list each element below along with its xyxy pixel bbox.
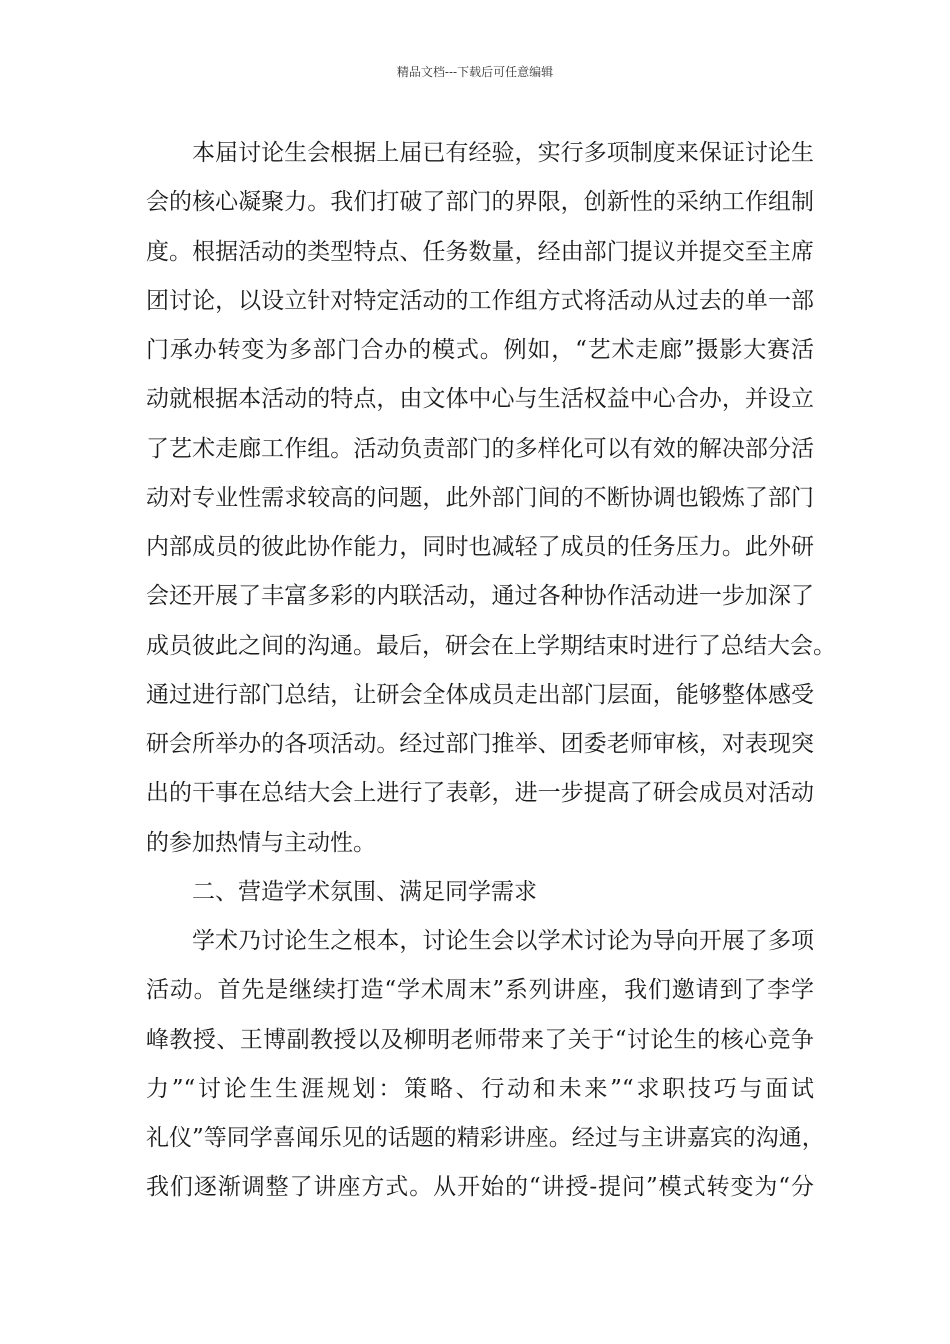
paragraph-line: 本届讨论生会根据上届已有经验，实行多项制度来保证讨论生 <box>192 140 814 166</box>
paragraph-line: 团讨论，以设立针对特定活动的工作组方式将活动从过去的单一部 <box>146 287 814 314</box>
paragraph-line: 门承办转变为多部门合办的模式。例如，“艺术走廊”摄影大赛活 <box>146 337 814 363</box>
paragraph-line: 了艺术走廊工作组。活动负责部门的多样化可以有效的解决部分活 <box>146 435 814 462</box>
paragraph-line: 峰教授、王博副教授以及柳明老师带来了关于“讨论生的核心竞争 <box>146 1026 814 1053</box>
page-header: 精品文档---下载后可任意编辑 <box>396 65 554 79</box>
paragraph-line: 出的干事在总结大会上进行了表彰，进一步提高了研会成员对活动 <box>146 780 814 807</box>
paragraph-line: 礼仪”等同学喜闻乐见的话题的精彩讲座。经过与主讲嘉宾的沟通， <box>146 1125 825 1151</box>
paragraph-line: 力”“讨论生生涯规划：策略、行动和未来”“求职技巧与面试 <box>146 1075 814 1102</box>
paragraph-line: 的参加热情与主动性。 <box>146 829 376 856</box>
paragraph-line: 研会所举办的各项活动。经过部门推举、团委老师审核，对表现突 <box>146 731 814 757</box>
paragraph-line: 度。根据活动的类型特点、任务数量，经由部门提议并提交至主席 <box>146 238 814 265</box>
paragraph-line: 我们逐渐调整了讲座方式。从开始的“讲授-提问”模式转变为“分 <box>146 1174 814 1201</box>
paragraph-line: 通过进行部门总结，让研会全体成员走出部门层面，能够整体感受 <box>146 681 814 708</box>
paragraph-line: 动就根据本活动的特点，由文体中心与生活权益中心合办，并设立 <box>146 386 814 413</box>
paragraph-line: 动对专业性需求较高的问题，此外部门间的不断协调也锻炼了部门 <box>146 484 814 511</box>
paragraph-line: 活动。首先是继续打造“学术周末”系列讲座，我们邀请到了李学 <box>146 977 814 1004</box>
paragraph-line: 内部成员的彼此协作能力，同时也减轻了成员的任务压力。此外研 <box>146 534 814 560</box>
paragraph-line: 会的核心凝聚力。我们打破了部门的界限，创新性的采纳工作组制 <box>146 189 814 216</box>
paragraph-line: 学术乃讨论生之根本，讨论生会以学术讨论为导向开展了多项 <box>192 928 814 954</box>
paragraph-line: 会还开展了丰富多彩的内联活动，通过各种协作活动进一步加深了 <box>146 583 814 610</box>
paragraph-line: 成员彼此之间的沟通。最后，研会在上学期结束时进行了总结大会。 <box>146 632 836 659</box>
section-heading: 二、营造学术氛围、满足同学需求 <box>192 878 537 905</box>
document-body <box>146 129 836 1213</box>
